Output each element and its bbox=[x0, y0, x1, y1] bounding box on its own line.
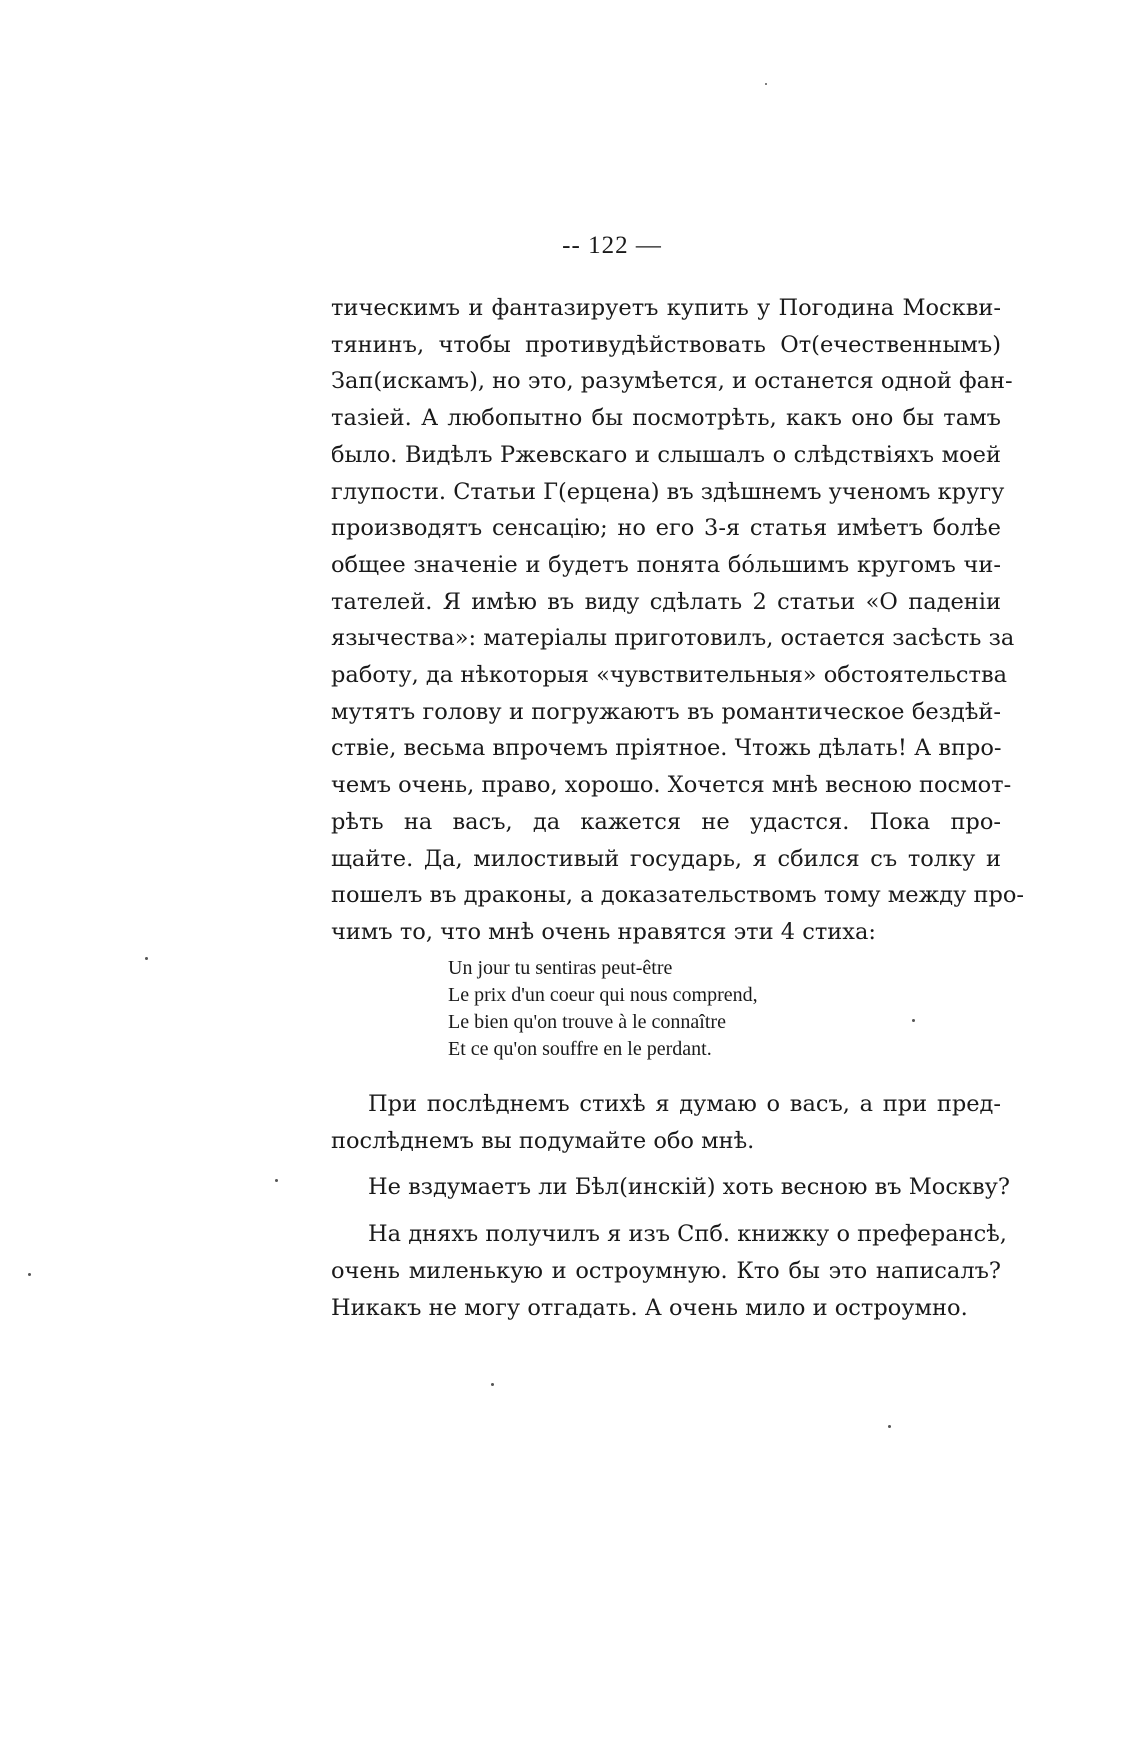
text-line: Не вздумаетъ ли Бѣл(инскій) хоть весною въ Москву? bbox=[368, 1174, 1010, 1201]
poem-line: Un jour tu sentiras peut-être bbox=[448, 957, 673, 979]
text-line: общее значеніе и будетъ понята бóльшимъ кругомъ чи- bbox=[331, 551, 1001, 578]
text-line: тическимъ и фантазируетъ купить у Погодина Москви- bbox=[331, 295, 1001, 321]
text-line: тянинъ, чтобы противудѣйствовать От(ечественнымъ) bbox=[331, 331, 1001, 358]
paragraph-last-verse bbox=[331, 1086, 1001, 1159]
text-line: тателей. Я имѣю въ виду сдѣлать 2 статьи «О паденіи bbox=[331, 588, 1001, 615]
text-line: пошелъ въ драконы, а доказательствомъ тому между про- bbox=[331, 882, 1025, 909]
quoted-poem bbox=[448, 955, 758, 1063]
closing-paragraphs bbox=[331, 1086, 1010, 1326]
text-line: Зап(искамъ), но это, разумѣется, и останется одной фан- bbox=[331, 368, 1013, 395]
poem-line: Et ce qu'on souffre en le perdant. bbox=[448, 1038, 712, 1060]
paper-speck bbox=[765, 83, 767, 85]
paragraph-preference-book bbox=[331, 1216, 1007, 1326]
text-line: производятъ сенсацію; но его 3-я статья имѣетъ болѣе bbox=[331, 515, 1001, 542]
paper-speck bbox=[912, 1019, 915, 1022]
paragraph-belinsky bbox=[331, 1169, 1010, 1206]
text-line: тазіей. А любопытно бы посмотрѣть, какъ оно бы тамъ bbox=[331, 405, 1001, 432]
text-line: щайте. Да, милостивый государь, я сбился съ толку и bbox=[331, 845, 1001, 872]
paper-speck bbox=[275, 1179, 278, 1182]
text-line: чимъ то, что мнѣ очень нравятся эти 4 стиха: bbox=[331, 918, 876, 945]
text-line: ствіе, весьма впрочемъ пріятное. Чтожь дѣлать! А впро- bbox=[331, 735, 1002, 762]
text-line: работу, да нѣкоторыя «чувствительныя» обстоятельства bbox=[331, 662, 1008, 689]
text-line: очень миленькую и остроумную. Кто бы это написалъ? bbox=[331, 1257, 1001, 1284]
text-line: глупости. Статьи Г(ерцена) въ здѣшнемъ ученомъ кругу bbox=[331, 478, 1005, 505]
text-line: послѣднемъ вы подумайте обо мнѣ. bbox=[331, 1127, 755, 1154]
paper-speck bbox=[28, 1273, 31, 1276]
paper-speck bbox=[888, 1425, 891, 1428]
paper-speck bbox=[491, 1383, 494, 1386]
page-number: -- 122 — bbox=[562, 232, 662, 259]
text-line: было. Видѣлъ Ржевскаго и слышалъ о слѣдствіяхъ моей bbox=[331, 441, 1001, 468]
text-line: мутятъ голову и погружаютъ въ романтическое бездѣй- bbox=[331, 698, 1001, 725]
poem-line: Le bien qu'on trouve à le connaître bbox=[448, 1011, 726, 1033]
text-line: Никакъ не могу отгадать. А очень мило и остроумно. bbox=[331, 1294, 968, 1321]
main-paragraph bbox=[331, 290, 1025, 951]
text-line: рѣть на васъ, да кажется не удастся. Пока про- bbox=[331, 808, 1001, 835]
paper-speck bbox=[145, 957, 148, 960]
text-line: чемъ очень, право, хорошо. Хочется мнѣ весною посмот- bbox=[331, 772, 1012, 799]
text-line: язычества»: матеріалы приготовилъ, остается засѣсть за bbox=[331, 625, 1015, 652]
poem-line: Le prix d'un coeur qui nous comprend, bbox=[448, 984, 758, 1006]
text-line: При послѣднемъ стихѣ я думаю о васъ, а при пред- bbox=[368, 1091, 1001, 1117]
text-line: На дняхъ получилъ я изъ Спб. книжку о преферансѣ, bbox=[368, 1221, 1007, 1248]
